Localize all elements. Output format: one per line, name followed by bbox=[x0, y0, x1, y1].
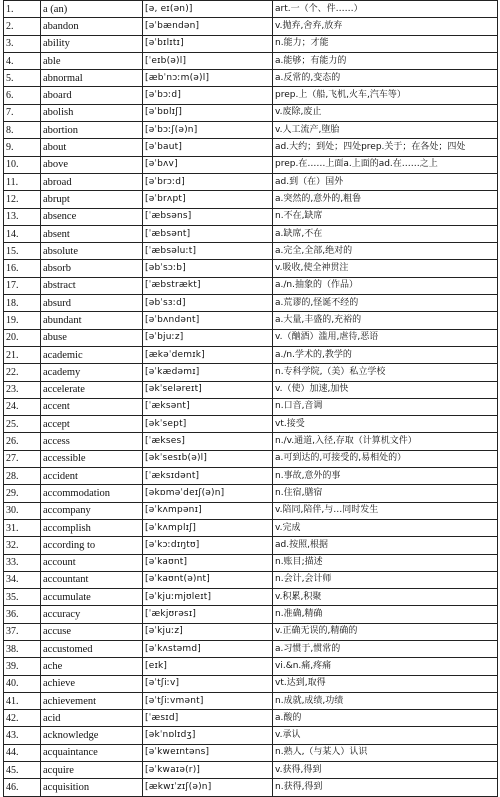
definition: ad.大约；到处；四处prep.关于；在各处；四处 bbox=[273, 139, 498, 156]
definition: v.抛弃,舍弃,放弃 bbox=[273, 18, 498, 35]
phonetic-transcription: [ˈæbsəluːt] bbox=[143, 243, 273, 260]
headword: ache bbox=[41, 658, 143, 675]
headword: accent bbox=[41, 398, 143, 415]
table-row bbox=[4, 554, 498, 571]
row-number: 44. bbox=[4, 744, 41, 761]
table-row bbox=[4, 329, 498, 346]
row-number: 32. bbox=[4, 537, 41, 554]
row-number: 3. bbox=[4, 35, 41, 52]
definition: a.突然的,意外的,粗鲁 bbox=[273, 191, 498, 208]
table-row bbox=[4, 640, 498, 657]
table-row bbox=[4, 1, 498, 18]
row-number: 13. bbox=[4, 208, 41, 225]
definition: vi.&n.痛,疼痛 bbox=[273, 658, 498, 675]
definition: vt.接受 bbox=[273, 416, 498, 433]
phonetic-transcription: [ˈæbsənt] bbox=[143, 225, 273, 242]
definition: v.承认 bbox=[273, 727, 498, 744]
definition: v.获得,得到 bbox=[273, 762, 498, 779]
definition: v.（使）加速,加快 bbox=[273, 381, 498, 398]
row-number: 25. bbox=[4, 416, 41, 433]
definition: ad.按照,根据 bbox=[273, 537, 498, 554]
headword: accuse bbox=[41, 623, 143, 640]
table-row bbox=[4, 623, 498, 640]
row-number: 16. bbox=[4, 260, 41, 277]
headword: ability bbox=[41, 35, 143, 52]
headword: acquisition bbox=[41, 779, 143, 796]
table-row bbox=[4, 710, 498, 727]
table-row bbox=[4, 260, 498, 277]
headword: accept bbox=[41, 416, 143, 433]
definition: n.准确,精确 bbox=[273, 606, 498, 623]
definition: a.可到达的,可接受的,易相处的） bbox=[273, 450, 498, 467]
phonetic-transcription: [ˈækjʊrəsɪ] bbox=[143, 606, 273, 623]
phonetic-transcription: [əbˈsɜːd] bbox=[143, 295, 273, 312]
table-row bbox=[4, 658, 498, 675]
definition: n.不在,缺席 bbox=[273, 208, 498, 225]
headword: abroad bbox=[41, 173, 143, 190]
headword: accuracy bbox=[41, 606, 143, 623]
row-number: 1. bbox=[4, 1, 41, 18]
table-row bbox=[4, 381, 498, 398]
table-row bbox=[4, 433, 498, 450]
headword: accountant bbox=[41, 571, 143, 588]
headword: above bbox=[41, 156, 143, 173]
phonetic-transcription: [ə, eɪ(ən)] bbox=[143, 1, 273, 18]
phonetic-transcription: [əˈkaʊnt] bbox=[143, 554, 273, 571]
headword: abundant bbox=[41, 312, 143, 329]
headword: absence bbox=[41, 208, 143, 225]
row-number: 30. bbox=[4, 502, 41, 519]
phonetic-transcription: [əˈkʌmplɪʃ] bbox=[143, 519, 273, 536]
headword: acquaintance bbox=[41, 744, 143, 761]
row-number: 9. bbox=[4, 139, 41, 156]
row-number: 34. bbox=[4, 571, 41, 588]
headword: accustomed bbox=[41, 640, 143, 657]
definition: a./n.抽象的（作品） bbox=[273, 277, 498, 294]
row-number: 40. bbox=[4, 675, 41, 692]
phonetic-transcription: [əˈkædəmɪ] bbox=[143, 364, 273, 381]
headword: abandon bbox=[41, 18, 143, 35]
row-number: 28. bbox=[4, 468, 41, 485]
phonetic-transcription: [əˈbrɔːd] bbox=[143, 173, 273, 190]
phonetic-transcription: [əkˈseləreɪt] bbox=[143, 381, 273, 398]
table-row bbox=[4, 173, 498, 190]
definition: n.口音,音调 bbox=[273, 398, 498, 415]
table-row bbox=[4, 485, 498, 502]
row-number: 42. bbox=[4, 710, 41, 727]
table-row bbox=[4, 35, 498, 52]
row-number: 17. bbox=[4, 277, 41, 294]
definition: v.完成 bbox=[273, 519, 498, 536]
phonetic-transcription: [əˈbʌv] bbox=[143, 156, 273, 173]
headword: abnormal bbox=[41, 70, 143, 87]
table-row bbox=[4, 744, 498, 761]
table-row bbox=[4, 589, 498, 606]
definition: n.熟人,（与某人）认识 bbox=[273, 744, 498, 761]
row-number: 39. bbox=[4, 658, 41, 675]
definition: n./v.通道,入径,存取（计算机文件） bbox=[273, 433, 498, 450]
table-row bbox=[4, 364, 498, 381]
phonetic-transcription: [əˈkʌmpənɪ] bbox=[143, 502, 273, 519]
headword: academy bbox=[41, 364, 143, 381]
definition: n.账目;描述 bbox=[273, 554, 498, 571]
definition: vt.达到,取得 bbox=[273, 675, 498, 692]
definition: a.缺席,不在 bbox=[273, 225, 498, 242]
table-row bbox=[4, 727, 498, 744]
phonetic-transcription: [əˈbaut] bbox=[143, 139, 273, 156]
definition: a.完全,全部,绝对的 bbox=[273, 243, 498, 260]
table-row bbox=[4, 156, 498, 173]
definition: n.成就,成绩,功绩 bbox=[273, 692, 498, 709]
headword: accident bbox=[41, 468, 143, 485]
table-row bbox=[4, 571, 498, 588]
table-row bbox=[4, 675, 498, 692]
table-row bbox=[4, 139, 498, 156]
row-number: 33. bbox=[4, 554, 41, 571]
definition: n.住宿,膳宿 bbox=[273, 485, 498, 502]
table-row bbox=[4, 398, 498, 415]
phonetic-transcription: [eɪk] bbox=[143, 658, 273, 675]
headword: abolish bbox=[41, 104, 143, 121]
table-row bbox=[4, 52, 498, 69]
row-number: 14. bbox=[4, 225, 41, 242]
definition: a.习惯于,惯常的 bbox=[273, 640, 498, 657]
row-number: 46. bbox=[4, 779, 41, 796]
definition: v.废除,废止 bbox=[273, 104, 498, 121]
row-number: 22. bbox=[4, 364, 41, 381]
headword: achieve bbox=[41, 675, 143, 692]
phonetic-transcription: [əbˈsɔːb] bbox=[143, 260, 273, 277]
headword: accelerate bbox=[41, 381, 143, 398]
headword: according to bbox=[41, 537, 143, 554]
headword: accessible bbox=[41, 450, 143, 467]
row-number: 18. bbox=[4, 295, 41, 312]
headword: accumulate bbox=[41, 589, 143, 606]
row-number: 26. bbox=[4, 433, 41, 450]
phonetic-transcription: [əˈkjuːz] bbox=[143, 623, 273, 640]
headword: acknowledge bbox=[41, 727, 143, 744]
phonetic-transcription: [əˈkweɪntəns] bbox=[143, 744, 273, 761]
headword: absolute bbox=[41, 243, 143, 260]
definition: a.大量,丰盛的,充裕的 bbox=[273, 312, 498, 329]
phonetic-transcription: [əˈbɪlɪtɪ] bbox=[143, 35, 273, 52]
table-row bbox=[4, 779, 498, 796]
definition: art.一（个、件……） bbox=[273, 1, 498, 18]
row-number: 24. bbox=[4, 398, 41, 415]
phonetic-transcription: [əˈtʃiːv] bbox=[143, 675, 273, 692]
table-row bbox=[4, 519, 498, 536]
row-number: 15. bbox=[4, 243, 41, 260]
definition: v.人工流产,堕胎 bbox=[273, 122, 498, 139]
definition: v.吸收,使全神贯注 bbox=[273, 260, 498, 277]
headword: accompany bbox=[41, 502, 143, 519]
phonetic-transcription: [ˈæksənt] bbox=[143, 398, 273, 415]
headword: accommodation bbox=[41, 485, 143, 502]
phonetic-transcription: [əˈtʃiːvmənt] bbox=[143, 692, 273, 709]
headword: a (an) bbox=[41, 1, 143, 18]
definition: n.事故,意外的事 bbox=[273, 468, 498, 485]
table-row bbox=[4, 70, 498, 87]
row-number: 6. bbox=[4, 87, 41, 104]
headword: abrupt bbox=[41, 191, 143, 208]
row-number: 37. bbox=[4, 623, 41, 640]
definition: a.能够；有能力的 bbox=[273, 52, 498, 69]
phonetic-transcription: [ˈæksɪdənt] bbox=[143, 468, 273, 485]
table-row bbox=[4, 346, 498, 363]
headword: accomplish bbox=[41, 519, 143, 536]
definition: prep.在……上面a.上面的ad.在……之上 bbox=[273, 156, 498, 173]
vocabulary-table bbox=[3, 0, 498, 797]
row-number: 41. bbox=[4, 692, 41, 709]
headword: account bbox=[41, 554, 143, 571]
headword: aboard bbox=[41, 87, 143, 104]
headword: acid bbox=[41, 710, 143, 727]
phonetic-transcription: [əˈbʌndənt] bbox=[143, 312, 273, 329]
table-row bbox=[4, 191, 498, 208]
headword: abuse bbox=[41, 329, 143, 346]
table-row bbox=[4, 87, 498, 104]
headword: academic bbox=[41, 346, 143, 363]
phonetic-transcription: [əˈkwaɪə(r)] bbox=[143, 762, 273, 779]
phonetic-transcription: [ˈæbsəns] bbox=[143, 208, 273, 225]
table-row bbox=[4, 277, 498, 294]
definition: v.（酗酒）滥用,虐待,恶语 bbox=[273, 329, 498, 346]
phonetic-transcription: [ækəˈdemɪk] bbox=[143, 346, 273, 363]
definition: a.荒谬的,怪诞不经的 bbox=[273, 295, 498, 312]
row-number: 2. bbox=[4, 18, 41, 35]
definition: v.陪同,陪伴,与…同时发生 bbox=[273, 502, 498, 519]
phonetic-transcription: [əˈkaʊnt(ə)nt] bbox=[143, 571, 273, 588]
phonetic-transcription: [əˈbɔːʃ(ə)n] bbox=[143, 122, 273, 139]
row-number: 8. bbox=[4, 122, 41, 139]
phonetic-transcription: [əˈkɔːdɪŋtʊ] bbox=[143, 537, 273, 554]
phonetic-transcription: [ˈækses] bbox=[143, 433, 273, 450]
headword: able bbox=[41, 52, 143, 69]
phonetic-transcription: [əkɒməˈdeɪʃ(ə)n] bbox=[143, 485, 273, 502]
headword: absurd bbox=[41, 295, 143, 312]
headword: about bbox=[41, 139, 143, 156]
row-number: 4. bbox=[4, 52, 41, 69]
row-number: 27. bbox=[4, 450, 41, 467]
row-number: 20. bbox=[4, 329, 41, 346]
row-number: 7. bbox=[4, 104, 41, 121]
row-number: 38. bbox=[4, 640, 41, 657]
row-number: 31. bbox=[4, 519, 41, 536]
phonetic-transcription: [əˈkʌstəmd] bbox=[143, 640, 273, 657]
phonetic-transcription: [ˈæsɪd] bbox=[143, 710, 273, 727]
table-row bbox=[4, 243, 498, 260]
row-number: 36. bbox=[4, 606, 41, 623]
phonetic-transcription: [əkˈsept] bbox=[143, 416, 273, 433]
phonetic-transcription: [əˈbjuːz] bbox=[143, 329, 273, 346]
phonetic-transcription: [ˈæbstrækt] bbox=[143, 277, 273, 294]
phonetic-transcription: [əˈbændən] bbox=[143, 18, 273, 35]
table-row bbox=[4, 762, 498, 779]
table-row bbox=[4, 18, 498, 35]
headword: absorb bbox=[41, 260, 143, 277]
table-row bbox=[4, 468, 498, 485]
phonetic-transcription: [ˈeɪb(ə)l] bbox=[143, 52, 273, 69]
headword: abstract bbox=[41, 277, 143, 294]
definition: n.专科学院,（美）私立学校 bbox=[273, 364, 498, 381]
table-row bbox=[4, 225, 498, 242]
row-number: 29. bbox=[4, 485, 41, 502]
phonetic-transcription: [əˈkjuːmjʊleɪt] bbox=[143, 589, 273, 606]
row-number: 5. bbox=[4, 70, 41, 87]
phonetic-transcription: [æbˈnɔːm(ə)l] bbox=[143, 70, 273, 87]
definition: n.会计,会计师 bbox=[273, 571, 498, 588]
row-number: 19. bbox=[4, 312, 41, 329]
phonetic-transcription: [əkˈnɒlɪdʒ] bbox=[143, 727, 273, 744]
table-row bbox=[4, 416, 498, 433]
table-row bbox=[4, 537, 498, 554]
phonetic-transcription: [əˈbɔːd] bbox=[143, 87, 273, 104]
definition: a.反常的,变态的 bbox=[273, 70, 498, 87]
table-row bbox=[4, 692, 498, 709]
row-number: 43. bbox=[4, 727, 41, 744]
phonetic-transcription: [əˈbrʌpt] bbox=[143, 191, 273, 208]
definition: a.酸的 bbox=[273, 710, 498, 727]
headword: access bbox=[41, 433, 143, 450]
headword: achievement bbox=[41, 692, 143, 709]
table-row bbox=[4, 104, 498, 121]
vocabulary-table-body bbox=[4, 1, 498, 797]
table-row bbox=[4, 312, 498, 329]
row-number: 12. bbox=[4, 191, 41, 208]
headword: abortion bbox=[41, 122, 143, 139]
table-row bbox=[4, 122, 498, 139]
definition: v.积累,积聚 bbox=[273, 589, 498, 606]
definition: ad.到（在）国外 bbox=[273, 173, 498, 190]
row-number: 23. bbox=[4, 381, 41, 398]
table-row bbox=[4, 502, 498, 519]
table-row bbox=[4, 450, 498, 467]
definition: prep.上（船,飞机,火车,汽车等） bbox=[273, 87, 498, 104]
row-number: 45. bbox=[4, 762, 41, 779]
definition: n.获得,得到 bbox=[273, 779, 498, 796]
row-number: 35. bbox=[4, 589, 41, 606]
headword: absent bbox=[41, 225, 143, 242]
table-row bbox=[4, 295, 498, 312]
definition: v.正确无误的,精确的 bbox=[273, 623, 498, 640]
row-number: 21. bbox=[4, 346, 41, 363]
phonetic-transcription: [əkˈsesɪb(ə)l] bbox=[143, 450, 273, 467]
row-number: 11. bbox=[4, 173, 41, 190]
headword: acquire bbox=[41, 762, 143, 779]
phonetic-transcription: [əˈbɒlɪʃ] bbox=[143, 104, 273, 121]
row-number: 10. bbox=[4, 156, 41, 173]
definition: a./n.学术的,教学的 bbox=[273, 346, 498, 363]
table-row bbox=[4, 606, 498, 623]
table-row bbox=[4, 208, 498, 225]
phonetic-transcription: [ækwɪˈzɪʃ(ə)n] bbox=[143, 779, 273, 796]
definition: n.能力；才能 bbox=[273, 35, 498, 52]
vocabulary-page bbox=[3, 0, 497, 797]
